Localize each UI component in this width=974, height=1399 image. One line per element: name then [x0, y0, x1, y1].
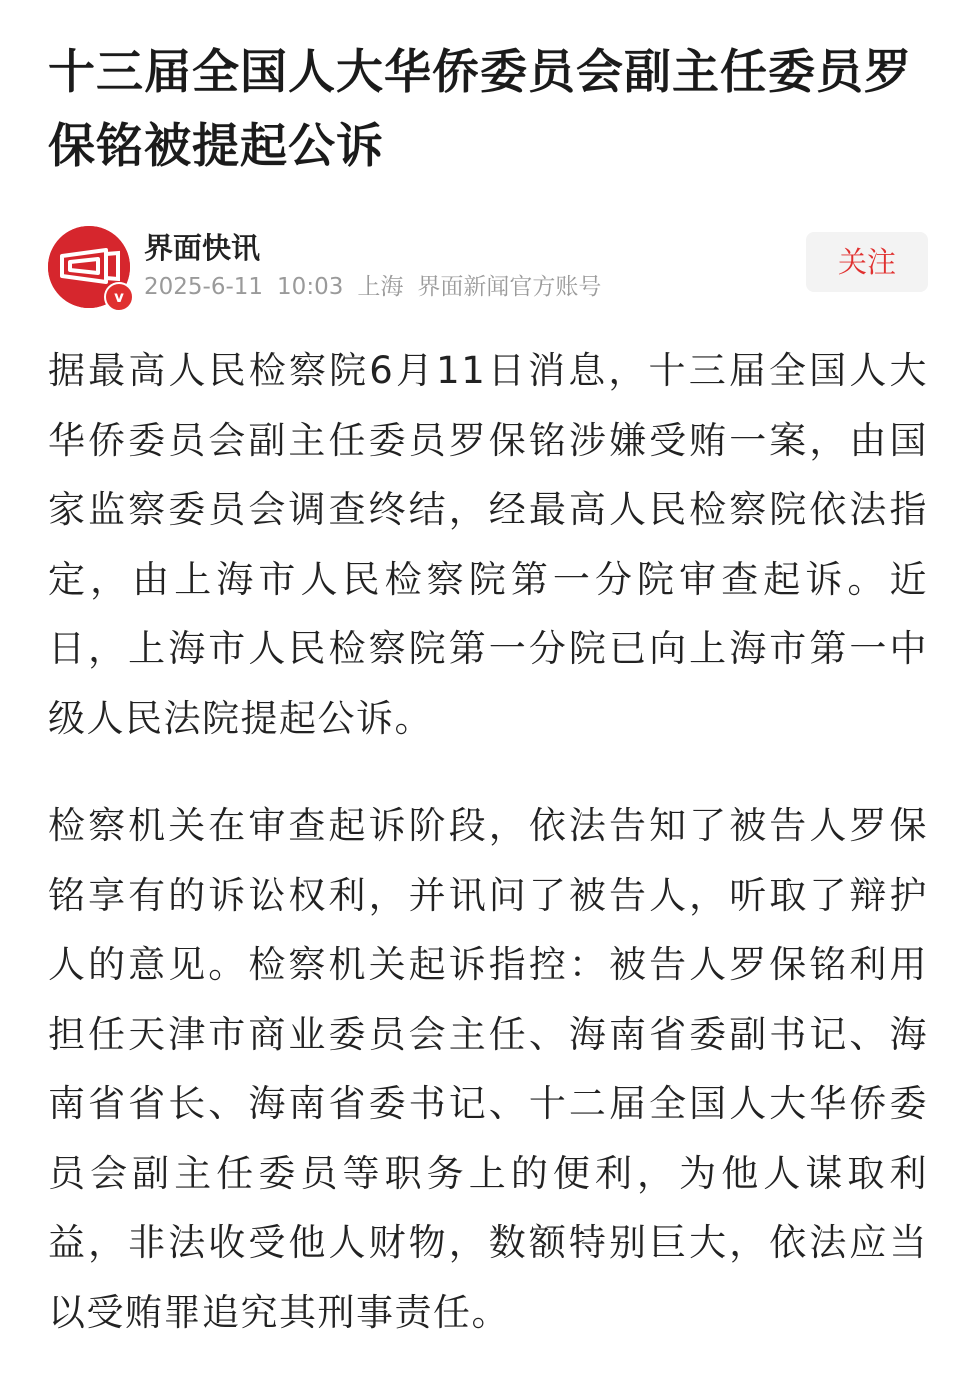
article-meta: [144, 270, 615, 304]
author-name[interactable]: 界面快讯: [144, 231, 261, 265]
publish-location: 上海: [357, 274, 404, 300]
article-paragraph: 据最高人民检察院6月11日消息，十三届全国人大华侨委员会副主任委员罗保铭涉嫌受贿一案，由国家监察委员会调查终结，经最高人民检察院依法指定，由上海市人民检察院第一分院审查起诉。近日，上海市人民检察院第一分院已向上海市第一中级人民法院提起公诉。: [48, 349, 928, 740]
article-paragraph: 检察机关在审查起诉阶段，依法告知了被告人罗保铭享有的诉讼权利，并讯问了被告人，听取了辩护人的意见。检察机关起诉指控：被告人罗保铭利用担任天津市商业委员会主任、海南省委副书记、海南省省长、海南省委书记、十二届全国人大华侨委员会副主任委员等职务上的便利，为他人谋取利益，非法收受他人财物，数额特别巨大，依法应当以受贿罪追究其刑事责任。: [48, 804, 928, 1334]
publish-time: 10:03: [277, 274, 344, 300]
verified-badge-icon: v: [104, 282, 134, 312]
publish-date: 2025-6-11: [144, 274, 264, 300]
article-title: 十三届全国人大华侨委员会副主任委员罗保铭被提起公诉: [48, 45, 912, 174]
account-type: 界面新闻官方账号: [417, 274, 602, 300]
follow-button[interactable]: 关注: [806, 232, 928, 292]
author-row: [48, 226, 928, 312]
article-body: [48, 336, 928, 1347]
author-avatar[interactable]: [48, 226, 130, 308]
